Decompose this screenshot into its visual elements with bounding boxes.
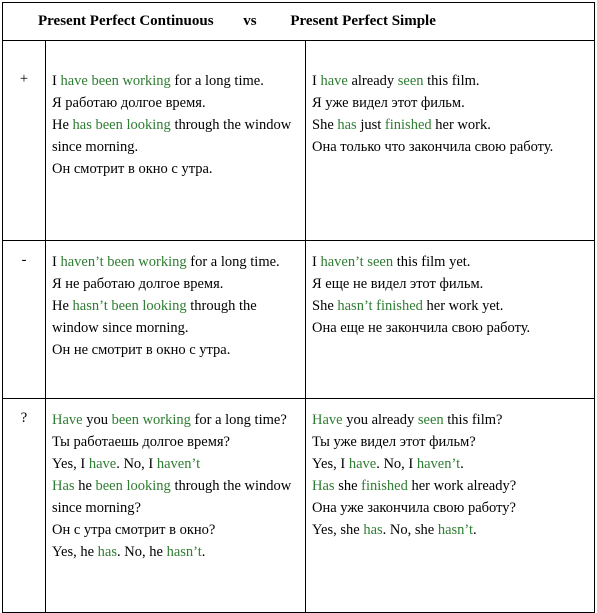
- example-line: He hasn’t been looking through the window since morning.: [52, 298, 257, 336]
- cell-continuous-affirmative: [46, 41, 306, 241]
- table-row-negative: [3, 241, 595, 399]
- answer-line: Yes, he has. No, he hasn’t.: [52, 544, 206, 560]
- translation-line: Он смотрит в окно с утра.: [52, 161, 213, 177]
- header-simple-title: Present Perfect Simple: [290, 13, 436, 29]
- example-line: She hasn’t finished her work yet.: [312, 298, 504, 314]
- example-line: Has he been looking through the window since morning?: [52, 478, 292, 516]
- example-line: She has just finished her work.: [312, 117, 491, 133]
- translation-line: Она уже закончила свою работу?: [312, 500, 516, 516]
- example-line: I haven’t seen this film yet.: [312, 254, 471, 270]
- grammar-comparison-table: [2, 2, 595, 613]
- table-header-cell: [3, 3, 595, 41]
- cell-simple-negative: [306, 241, 595, 399]
- translation-line: Ты уже видел этот фильм?: [312, 434, 476, 450]
- answer-line: Yes, she has. No, she hasn’t.: [312, 522, 477, 538]
- example-line: He has been looking through the window since morning.: [52, 117, 292, 155]
- answer-line: Yes, I have. No, I haven’t.: [312, 456, 464, 472]
- translation-line: Она еще не закончила свою работу.: [312, 320, 531, 336]
- example-line: I haven’t been working for a long time.: [52, 254, 280, 270]
- example-line: Have you already seen this film?: [312, 412, 503, 428]
- cell-simple-affirmative: [306, 41, 595, 241]
- translation-line: Ты работаешь долгое время?: [52, 434, 230, 450]
- translation-line: Он с утра смотрит в окно?: [52, 522, 216, 538]
- header-vs: vs: [243, 13, 257, 29]
- table-header-row: [3, 3, 595, 41]
- translation-line: Я уже видел этот фильм.: [312, 95, 465, 111]
- example-line: I have already seen this film.: [312, 73, 480, 89]
- sign-minus: -: [3, 241, 46, 399]
- translation-line: Я работаю долгое время.: [52, 95, 206, 111]
- cell-continuous-question: [46, 399, 306, 613]
- translation-line: Я не работаю долгое время.: [52, 276, 224, 292]
- sign-plus: +: [3, 41, 46, 241]
- translation-line: Он не смотрит в окно с утра.: [52, 342, 231, 358]
- cell-continuous-negative: [46, 241, 306, 399]
- cell-simple-question: [306, 399, 595, 613]
- example-line: Has she finished her work already?: [312, 478, 517, 494]
- example-line: I have been working for a long time.: [52, 73, 264, 89]
- header-continuous-title: Present Perfect Continuous: [38, 13, 214, 29]
- answer-line: Yes, I have. No, I haven’t: [52, 456, 201, 472]
- translation-line: Я еще не видел этот фильм.: [312, 276, 484, 292]
- translation-line: Она только что закончила свою работу.: [312, 139, 554, 155]
- table-row-question: [3, 399, 595, 613]
- sign-question: ?: [3, 399, 46, 613]
- example-line: Have you been working for a long time?: [52, 412, 287, 428]
- table-row-affirmative: [3, 41, 595, 241]
